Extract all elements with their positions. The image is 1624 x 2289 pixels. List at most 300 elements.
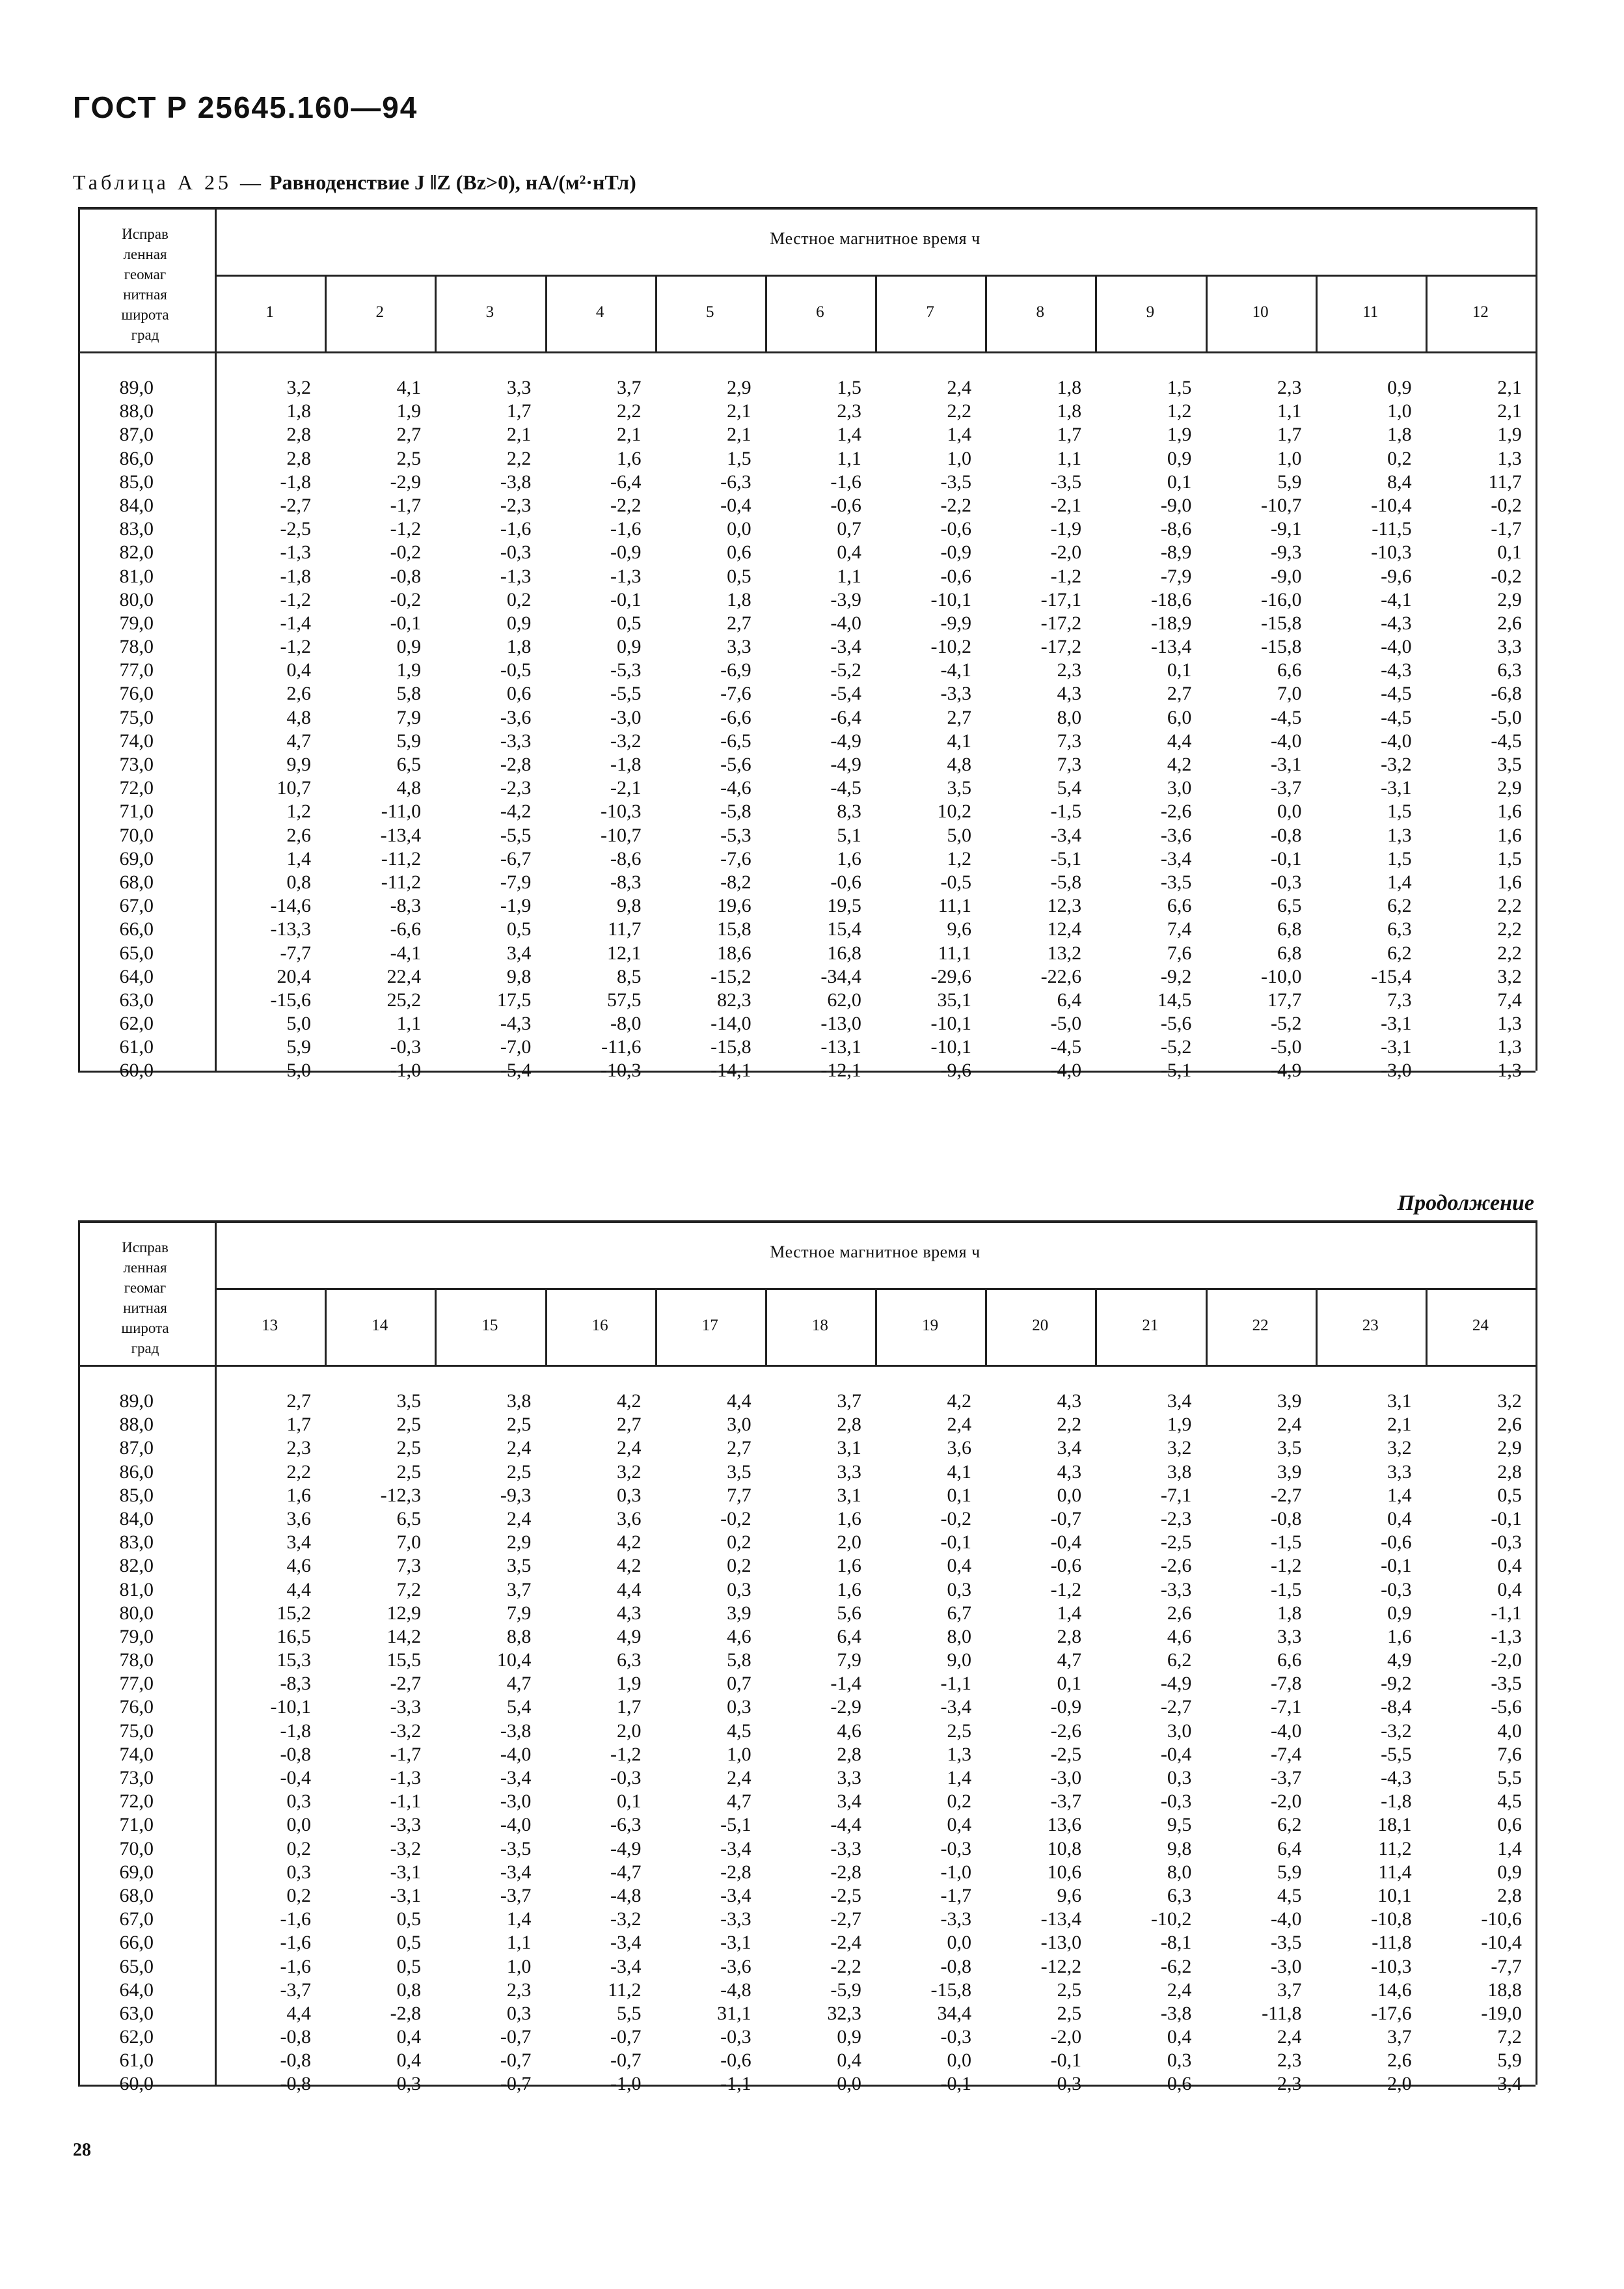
value-cell: -3,2 — [610, 1908, 642, 1930]
value-cell: 82,3 — [717, 989, 751, 1011]
hour-header: 19 — [922, 1317, 939, 1334]
table-row — [78, 588, 1536, 612]
value-cell: -11,2 — [381, 871, 422, 893]
value-cell: -17,6 — [1371, 2002, 1412, 2024]
value-cell: 4,8 — [396, 777, 422, 799]
value-cell: -3,7 — [1050, 1790, 1082, 1813]
value-cell: 3,1 — [837, 1484, 861, 1506]
value-cell: 2,4 — [947, 1414, 971, 1436]
table-row — [78, 918, 1536, 941]
value-cell: 2,8 — [1057, 1625, 1082, 1647]
latitude-cell: 83,0 — [119, 518, 154, 540]
value-cell: -14,6 — [270, 895, 311, 917]
value-cell: -0,7 — [1050, 1507, 1082, 1529]
latitude-cell: 72,0 — [119, 777, 154, 799]
value-cell: -0,6 — [720, 2049, 751, 2072]
value-cell: 1,8 — [1057, 377, 1082, 398]
value-cell: 5,8 — [396, 683, 422, 705]
header-bottom-rule — [78, 1365, 1536, 1367]
value-cell: -19,0 — [1481, 2002, 1522, 2024]
table-top-rule — [78, 1220, 1536, 1223]
table-row — [78, 824, 1536, 847]
value-cell: 9,6 — [1057, 1884, 1082, 1906]
value-cell: -0,1 — [1271, 847, 1302, 870]
value-cell: -0,8 — [390, 565, 422, 587]
value-cell: 16,8 — [827, 942, 861, 964]
value-cell: 11,7 — [1488, 471, 1522, 493]
value-cell: 2,1 — [1497, 400, 1522, 422]
hour-header: 1 — [265, 303, 274, 321]
table-row — [78, 1695, 1536, 1719]
value-cell: -2,1 — [610, 777, 642, 799]
value-cell: -2,5 — [1160, 1531, 1192, 1554]
value-cell: 1,8 — [1387, 424, 1412, 446]
value-cell: -34,4 — [820, 965, 861, 987]
value-cell: 3,8 — [1167, 1460, 1192, 1483]
value-cell: 4,5 — [727, 1720, 751, 1742]
hour-header: 12 — [1472, 303, 1489, 321]
value-cell: -0,7 — [500, 2049, 532, 2072]
value-cell: -1,7 — [940, 1884, 971, 1906]
value-cell: 3,2 — [1497, 1390, 1522, 1412]
value-cell: 0,2 — [727, 1531, 751, 1554]
value-cell: 0,4 — [1387, 1507, 1412, 1529]
value-cell: 0,0 — [727, 518, 751, 540]
value-cell: 2,3 — [1277, 377, 1302, 398]
value-cell: 0,2 — [1387, 447, 1412, 469]
value-cell: -3,8 — [500, 471, 532, 493]
value-cell: -4,6 — [720, 777, 751, 799]
value-cell: -9,6 — [940, 1060, 971, 1082]
value-cell: -5,2 — [830, 659, 861, 681]
hour-header: 21 — [1142, 1317, 1159, 1334]
value-cell: 4,4 — [727, 1390, 751, 1412]
value-cell: -0,8 — [1271, 824, 1302, 846]
value-cell: 2,8 — [837, 1743, 861, 1765]
value-cell: 0,3 — [727, 1578, 751, 1600]
value-cell: 3,3 — [837, 1767, 861, 1789]
value-cell: 2,3 — [1057, 659, 1082, 681]
value-cell: -0,7 — [610, 2026, 642, 2048]
value-cell: 0,5 — [506, 918, 532, 940]
value-cell: 0,7 — [727, 1673, 751, 1695]
value-cell: 4,2 — [617, 1555, 642, 1577]
value-cell: 0,4 — [947, 1814, 971, 1836]
value-cell: 4,8 — [947, 754, 971, 775]
value-cell: -4,3 — [1381, 1767, 1412, 1789]
value-cell: -1,6 — [280, 1908, 311, 1930]
value-cell: 2,7 — [727, 612, 751, 634]
value-cell: -10,2 — [1150, 1908, 1192, 1930]
value-cell: -0,1 — [1381, 1555, 1412, 1577]
value-cell: -12,1 — [820, 1060, 861, 1082]
value-cell: 0,4 — [1497, 1555, 1522, 1577]
latitude-cell: 67,0 — [119, 895, 154, 917]
latitude-cell: 87,0 — [119, 1437, 154, 1459]
value-cell: -6,8 — [1491, 683, 1522, 705]
latitude-header-line: ленная — [123, 1259, 167, 1276]
latitude-cell: 74,0 — [119, 1743, 154, 1765]
value-cell: 2,7 — [947, 706, 971, 728]
value-cell: -6,4 — [830, 706, 861, 728]
latitude-cell: 64,0 — [119, 1979, 154, 2001]
value-cell: 2,4 — [1277, 2026, 1302, 2048]
value-cell: -4,0 — [1271, 730, 1302, 752]
value-cell: 0,3 — [506, 2002, 532, 2024]
latitude-header-line: град — [131, 1340, 159, 1356]
hour-header: 18 — [811, 1317, 828, 1334]
value-cell: 0,1 — [1167, 659, 1192, 681]
latitude-cell: 68,0 — [119, 1884, 154, 1906]
value-cell: 4,3 — [1057, 1460, 1082, 1483]
table-row — [78, 1578, 1536, 1602]
value-cell: -5,2 — [1160, 1036, 1192, 1058]
value-cell: -5,5 — [1381, 1743, 1412, 1765]
value-cell: 1,6 — [837, 1507, 861, 1529]
value-cell: -10,6 — [1481, 1908, 1522, 1930]
table-row — [78, 1390, 1536, 1413]
table-row — [78, 1602, 1536, 1625]
value-cell: 1,6 — [837, 847, 861, 870]
value-cell: 1,6 — [837, 1578, 861, 1600]
value-cell: 2,1 — [506, 424, 532, 446]
latitude-cell: 81,0 — [119, 565, 154, 587]
value-cell: -2,9 — [390, 471, 422, 493]
value-cell: -4,0 — [1271, 1908, 1302, 1930]
value-cell: 15,4 — [827, 918, 861, 940]
value-cell: -4,0 — [1381, 636, 1412, 658]
hour-header: 13 — [262, 1317, 278, 1334]
value-cell: 1,9 — [617, 1673, 642, 1695]
value-cell: 0,4 — [947, 1555, 971, 1577]
value-cell: 0,1 — [947, 1484, 971, 1506]
value-cell: -4,3 — [500, 1013, 532, 1035]
table-row — [78, 2072, 1536, 2096]
value-cell: -2,1 — [1050, 494, 1082, 516]
value-cell: 4,2 — [947, 1390, 971, 1412]
value-cell: -1,7 — [390, 1743, 422, 1765]
value-cell: -7,0 — [500, 1036, 532, 1058]
value-cell: 7,9 — [396, 706, 422, 728]
value-cell: 1,9 — [396, 400, 422, 422]
value-cell: -3,5 — [1491, 1673, 1522, 1695]
value-cell: -10,7 — [1261, 494, 1302, 516]
latitude-cell: 66,0 — [119, 1932, 154, 1954]
value-cell: -4,9 — [610, 1837, 642, 1859]
value-cell: -17,2 — [1040, 612, 1082, 634]
value-cell: -4,0 — [1271, 1720, 1302, 1742]
latitude-cell: 73,0 — [119, 754, 154, 775]
value-cell: -0,8 — [280, 1743, 311, 1765]
value-cell: -1,1 — [720, 2073, 751, 2095]
hour-header: 5 — [705, 303, 714, 321]
value-cell: 6,6 — [1277, 1649, 1302, 1671]
value-cell: -3,0 — [1050, 1767, 1082, 1789]
value-cell: -2,2 — [940, 494, 971, 516]
value-cell: -9,9 — [940, 612, 971, 634]
value-cell: 12,1 — [607, 942, 642, 964]
value-cell: 6,2 — [1167, 1649, 1192, 1671]
value-cell: -3,3 — [500, 730, 532, 752]
value-cell: -9,3 — [500, 1484, 532, 1506]
table-row — [78, 847, 1536, 871]
value-cell: 8,3 — [837, 801, 861, 823]
value-cell: 3,4 — [1497, 2073, 1522, 2095]
latitude-cell: 62,0 — [119, 2026, 154, 2048]
value-cell: -12,2 — [1040, 1955, 1082, 1977]
value-cell: 1,1 — [837, 447, 861, 469]
value-cell: 1,4 — [947, 424, 971, 446]
value-cell: -2,7 — [1160, 1696, 1192, 1718]
value-cell: 6,4 — [837, 1625, 861, 1647]
value-cell: 2,2 — [1497, 895, 1522, 917]
latitude-cell: 75,0 — [119, 1720, 154, 1742]
value-cell: 18,6 — [717, 942, 751, 964]
value-cell: 4,6 — [837, 1720, 861, 1742]
value-cell: 9,8 — [617, 895, 642, 917]
value-cell: 10,4 — [496, 1649, 532, 1671]
hour-header: 22 — [1252, 1317, 1269, 1334]
hour-header: 17 — [701, 1317, 718, 1334]
latitude-cell: 64,0 — [119, 965, 154, 987]
value-cell: 0,2 — [506, 588, 532, 610]
latitude-cell: 76,0 — [119, 683, 154, 705]
value-cell: 3,4 — [837, 1790, 861, 1813]
hour-header: 8 — [1036, 303, 1044, 321]
value-cell: 9,9 — [286, 754, 311, 775]
value-cell: -0,8 — [280, 2073, 311, 2095]
value-cell: -16,0 — [1261, 588, 1302, 610]
value-cell: -3,3 — [940, 683, 971, 705]
table-row — [78, 682, 1536, 706]
value-cell: -3,6 — [1160, 824, 1192, 846]
value-cell: 1,3 — [947, 1743, 971, 1765]
value-cell: 2,2 — [617, 400, 642, 422]
value-cell: 2,4 — [947, 377, 971, 398]
value-cell: -7,9 — [500, 871, 532, 893]
value-cell: -9,2 — [1160, 965, 1192, 987]
value-cell: 0,0 — [1057, 1484, 1082, 1506]
value-cell: -13,0 — [820, 1013, 861, 1035]
value-cell: 20,4 — [277, 965, 311, 987]
value-cell: 1,1 — [396, 1013, 422, 1035]
value-cell: -1,1 — [940, 1673, 971, 1695]
value-cell: -3,2 — [390, 1837, 422, 1859]
table-row — [78, 635, 1536, 659]
latitude-header-line: град — [131, 327, 159, 343]
value-cell: -6,6 — [720, 706, 751, 728]
value-cell: 0,4 — [396, 2026, 422, 2048]
table-row — [78, 659, 1536, 682]
value-cell: -5,6 — [1491, 1696, 1522, 1718]
value-cell: 1,6 — [1387, 1625, 1412, 1647]
value-cell: -1,0 — [610, 2073, 642, 2095]
value-cell: 3,5 — [1277, 1437, 1302, 1459]
value-cell: -7,7 — [280, 942, 311, 964]
latitude-cell: 75,0 — [119, 706, 154, 728]
value-cell: -0,3 — [610, 1767, 642, 1789]
value-cell: 1,9 — [1167, 424, 1192, 446]
value-cell: -10,8 — [1371, 1908, 1412, 1930]
value-cell: 2,3 — [286, 1437, 311, 1459]
value-cell: -7,7 — [1491, 1955, 1522, 1977]
value-cell: 2,7 — [727, 1437, 751, 1459]
value-cell: 2,9 — [727, 377, 751, 398]
value-cell: -1,4 — [280, 612, 311, 634]
value-cell: 1,9 — [396, 659, 422, 681]
value-cell: 9,8 — [506, 965, 532, 987]
value-cell: -3,5 — [1050, 471, 1082, 493]
value-cell: 4,9 — [1387, 1649, 1412, 1671]
value-cell: 0,9 — [396, 636, 422, 658]
latitude-cell: 71,0 — [119, 1814, 154, 1836]
value-cell: -1,1 — [1491, 1602, 1522, 1624]
value-cell: -11,6 — [601, 1036, 642, 1058]
value-cell: -0,2 — [1491, 494, 1522, 516]
value-cell: 1,7 — [286, 1414, 311, 1436]
value-cell: 4,7 — [727, 1790, 751, 1813]
value-cell: 1,5 — [1497, 847, 1522, 870]
value-cell: -5,4 — [500, 1060, 532, 1082]
value-cell: -4,8 — [720, 1979, 751, 2001]
value-cell: 2,1 — [1497, 377, 1522, 398]
value-cell: -1,5 — [1050, 801, 1082, 823]
latitude-cell: 86,0 — [119, 447, 154, 469]
value-cell: 2,4 — [506, 1437, 532, 1459]
value-cell: -2,4 — [830, 1932, 861, 1954]
value-cell: 6,7 — [947, 1602, 971, 1624]
value-cell: -2,2 — [610, 494, 642, 516]
value-cell: -3,4 — [1160, 847, 1192, 870]
latitude-header-line: широта — [121, 1320, 169, 1336]
value-cell: 0,2 — [947, 1790, 971, 1813]
latitude-cell: 67,0 — [119, 1908, 154, 1930]
value-cell: -0,2 — [940, 1507, 971, 1529]
value-cell: 1,7 — [1057, 424, 1082, 446]
value-cell: -4,3 — [1381, 659, 1412, 681]
table-body — [78, 1390, 1536, 2096]
value-cell: 1,0 — [727, 1743, 751, 1765]
value-cell: 2,6 — [1497, 612, 1522, 634]
value-cell: -1,3 — [280, 541, 311, 564]
value-cell: -1,2 — [1050, 565, 1082, 587]
value-cell: -2,7 — [390, 1673, 422, 1695]
value-cell: -0,4 — [1160, 1743, 1192, 1765]
value-cell: -8,6 — [610, 847, 642, 870]
value-cell: 13,2 — [1047, 942, 1082, 964]
value-cell: -4,0 — [830, 612, 861, 634]
table-row — [78, 1436, 1536, 1460]
value-cell: -15,2 — [710, 965, 751, 987]
value-cell: -4,3 — [1381, 612, 1412, 634]
table-row — [78, 1554, 1536, 1578]
table-caption-title: Равноденствие J ‖Z (Bz>0), нА/(м²·нТл) — [269, 171, 636, 194]
value-cell: 1,9 — [1497, 424, 1522, 446]
value-cell: -8,2 — [720, 871, 751, 893]
table-row — [78, 2002, 1536, 2025]
value-cell: -3,5 — [500, 1837, 532, 1859]
value-cell: 3,8 — [506, 1390, 532, 1412]
latitude-cell: 76,0 — [119, 1696, 154, 1718]
value-cell: -2,2 — [830, 1955, 861, 1977]
value-cell: 1,6 — [1497, 801, 1522, 823]
value-cell: -2,3 — [500, 494, 532, 516]
value-cell: 2,7 — [1167, 683, 1192, 705]
value-cell: -10,3 — [601, 801, 642, 823]
value-cell: -5,3 — [610, 659, 642, 681]
value-cell: -8,3 — [280, 1673, 311, 1695]
latitude-cell: 71,0 — [119, 801, 154, 823]
value-cell: -22,6 — [1040, 965, 1082, 987]
value-cell: 1,5 — [1387, 801, 1412, 823]
latitude-cell: 68,0 — [119, 871, 154, 893]
table-body — [78, 376, 1536, 1083]
table-row — [78, 1672, 1536, 1695]
value-cell: 7,6 — [1167, 942, 1192, 964]
table-row — [78, 565, 1536, 588]
value-cell: -0,4 — [280, 1767, 311, 1789]
value-cell: 3,1 — [1387, 1390, 1412, 1412]
value-cell: 12,3 — [1047, 895, 1082, 917]
value-cell: -5,4 — [830, 683, 861, 705]
value-cell: 1,3 — [1497, 447, 1522, 469]
value-cell: 0,5 — [396, 1955, 422, 1977]
value-cell: 1,4 — [1057, 1602, 1082, 1624]
value-cell: -3,1 — [390, 1861, 422, 1883]
value-cell: 6,5 — [396, 754, 422, 775]
value-cell: 11,1 — [938, 942, 971, 964]
latitude-header-line: нитная — [123, 286, 167, 303]
value-cell: -4,5 — [830, 777, 861, 799]
latitude-cell: 66,0 — [119, 918, 154, 940]
value-cell: -4,1 — [1381, 588, 1412, 610]
value-cell: -3,7 — [280, 1979, 311, 2001]
value-cell: 2,2 — [1497, 942, 1522, 964]
value-cell: 10,1 — [1377, 1884, 1412, 1906]
value-cell: -10,1 — [930, 1036, 971, 1058]
value-cell: -2,8 — [720, 1861, 751, 1883]
value-cell: -5,0 — [1491, 706, 1522, 728]
value-cell: -3,5 — [1160, 871, 1192, 893]
value-cell: -3,4 — [500, 1767, 532, 1789]
value-cell: 1,1 — [1277, 400, 1302, 422]
table-row — [78, 1790, 1536, 1813]
value-cell: 11,2 — [1378, 1837, 1412, 1859]
value-cell: -0,9 — [1050, 1696, 1082, 1718]
value-cell: -0,3 — [940, 1837, 971, 1859]
value-cell: -12,3 — [380, 1484, 422, 1506]
value-cell: 3,7 — [837, 1390, 861, 1412]
value-cell: 0,1 — [1497, 541, 1522, 564]
table-row — [78, 871, 1536, 894]
value-cell: 1,8 — [506, 636, 532, 658]
value-cell: -3,2 — [1381, 1720, 1412, 1742]
value-cell: 15,8 — [717, 918, 751, 940]
value-cell: 0,2 — [286, 1837, 311, 1859]
value-cell: 16,5 — [277, 1625, 311, 1647]
table-row — [78, 730, 1536, 753]
latitude-cell: 88,0 — [119, 1414, 154, 1436]
value-cell: 2,6 — [286, 824, 311, 846]
value-cell: -3,3 — [390, 1696, 422, 1718]
value-cell: 1,0 — [1387, 400, 1412, 422]
value-cell: -5,6 — [1160, 1013, 1192, 1035]
value-cell: -5,1 — [1050, 847, 1082, 870]
continuation-label: Продолжение — [1397, 1191, 1534, 1215]
table-row — [78, 517, 1536, 541]
latitude-cell: 85,0 — [119, 1484, 154, 1506]
table-row — [78, 1813, 1536, 1837]
